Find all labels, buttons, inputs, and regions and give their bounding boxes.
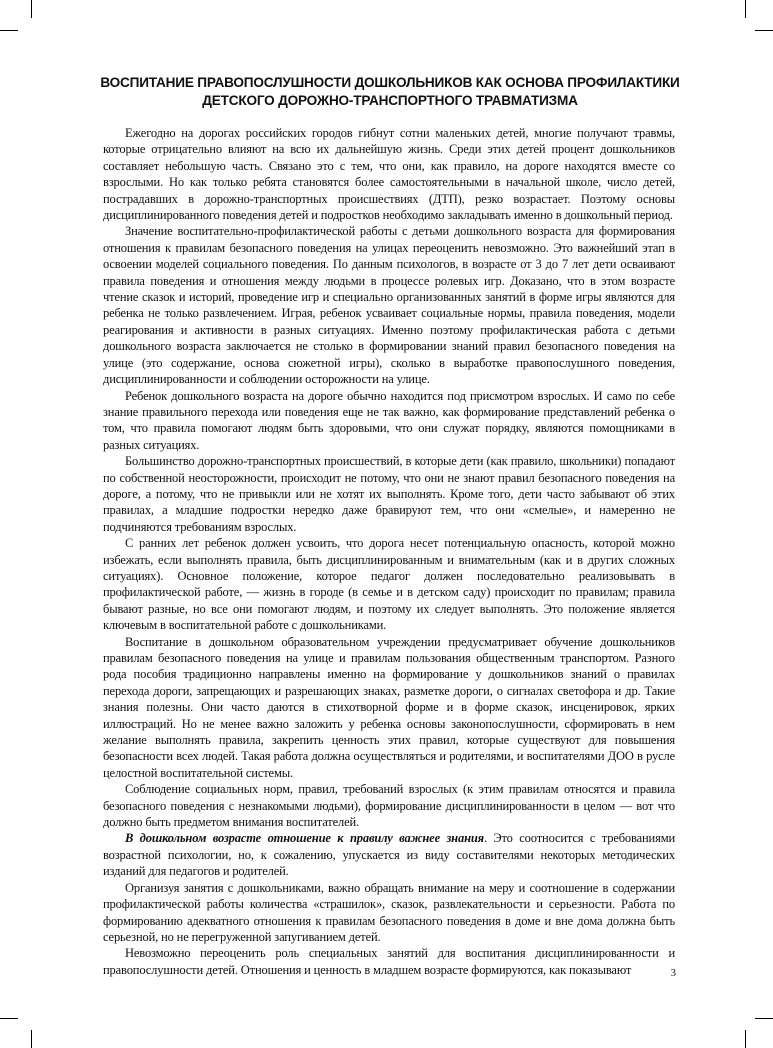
paragraph-2: Значение воспитательно-профилактической работы с детьми дошкольного возраста для формирования отношения к правилам безопасного поведения на улицах переоценить невозможно. Это важнейший этап в освоении моделей социального поведения. По данным психологов, в возрасте от 3 до 7 лет дети осваивают правила поведения и отношения между людьми в процессе ролевых игр. Доказано, что в этом возрасте чтение сказок и историй, проведение игр и специально организованных занятий в форме игры являются для ребенка не только развлечением. Играя, ребенок усваивает социальные нормы, правила поведения, модели реагирования и активности в разных ситуациях. Именно поэтому профилактическая работа с детьми дошкольного возраста заключается не столько в формировании знаний правил безопасного поведения на улице (это содержание, основа сюжетной игры), сколько в выработке правопослушного поведения, дисциплинированности и соблюдении осторожности на улице.	[103, 224, 675, 387]
paragraph-6: Воспитание в дошкольном образовательном учреждении предусматривает обучение дошкольников правилам безопасного поведения на улице и правилам пользования общественным транспортом. Разного рода пособия традиционно направлены именно на формирование у дошкольников знаний о правилах перехода дороги, запрещающих и разрешающих знаках, разметке дороги, о сигналах светофора и др. Такие знания полезны. Они часто даются в стихотворной форме и в форме сказок, инсценировок, ярких иллюстраций. Но не менее важно заложить у ребенка основы законопослушности, сформировать в нем желание выполнять правила, закрепить ценность этих правил, которые существуют для повышения безопасности всех людей. Такая работа должна осуществляться и родителями, и воспитателями ДОО в русле целостной воспитательной системы.	[103, 634, 675, 780]
article-body	[103, 125, 675, 978]
page-number: 3	[670, 968, 676, 979]
paragraph-8-rest: . Это соотносится с требованиями возрастной психологии, но, к сожалению, упускается из виду составителями некоторых методических изданий для педагогов и родителей.	[103, 831, 675, 879]
paragraph-3: Ребенок дошкольного возраста на дороге обычно находится под присмотром взрослых. И само по себе знание правильного перехода или поведения еще не так важно, как формирование представлений ребенка о том, что правила помогают людям быть здоровыми, что они служат порядку, являются помощниками в разных ситуациях.	[103, 388, 675, 452]
title-line-2: ДЕТСКОГО ДОРОЖНО-ТРАНСПОРТНОГО ТРАВМАТИЗМА	[202, 93, 578, 108]
paragraph-4: Большинство дорожно-транспортных происшествий, в которые дети (как правило, школьники) попадают по собственной неосторожности, происходит не потому, что они не знают правил безопасного поведения на дороге, а потому, что не привыкли или не хотят их выполнять. Кроме того, дети часто забывают об этих правилах, а младшие подростки нередко даже бравируют тем, что они «смелые», и намеренно не подчиняются требованиям взрослых.	[103, 454, 675, 534]
paragraph-10: Невозможно переоценить роль специальных занятий для воспитания дисциплинированности и правопослушности детей. Отношения и ценность в младшем возрасте формируются, как показывают	[103, 946, 675, 977]
crop-mark-right-top	[755, 30, 773, 31]
crop-mark-top-left	[31, 0, 32, 18]
emphasized-statement: В дошкольном возрасте отношение к правилу важнее знания	[125, 831, 484, 846]
crop-mark-bottom-right	[745, 1030, 746, 1048]
crop-mark-bottom-left	[31, 1030, 32, 1048]
paragraph-7: Соблюдение социальных норм, правил, требований взрослых (к этим правилам относятся и правила безопасного поведения с незнакомыми людьми), формирование дисциплинированности в целом — вот что должно быть предметом внимания воспитателей.	[103, 782, 675, 830]
crop-mark-left-top	[0, 30, 18, 31]
crop-mark-top-right	[745, 0, 746, 18]
paragraph-8	[103, 830, 675, 879]
paragraph-1: Ежегодно на дорогах российских городов гибнут сотни маленьких детей, многие получают травмы, которые отрицательно влияют на всю их дальнейшую жизнь. Среди этих детей процент дошкольников составляет небольшую часть. Связано это с тем, что они, как правило, на дороге находятся вместе со взрослыми. Но как только ребята становятся более самостоятельными в начальной школе, число детей, пострадавших в дорожно-транспортных происшествиях (ДТП), резко возрастает. Поэтому основы дисциплинированного поведения детей и подростков необходимо закладывать именно в дошкольный период.	[103, 126, 675, 223]
paragraph-5: С ранних лет ребенок должен усвоить, что дорога несет потенциальную опасность, которой можно избежать, если выполнять правила, быть дисциплинированным и внимательным (как и в других сложных ситуациях). Основное положение, которое педагог должен последовательно реализовывать в профилактической работе, — жизнь в городе (в семье и в детском саду) происходит по правилам; правила бывают разные, но все они помогают людям, и поэтому их следует выполнять. Это положение является ключевым в воспитательной работе с дошкольниками.	[103, 536, 675, 633]
article-title	[92, 74, 688, 110]
paragraph-9: Организуя занятия с дошкольниками, важно обращать внимание на меру и соотношение в содержании профилактической работы количества «страшилок», сказок, развлекательности и серьезности. Работа по формированию адекватного отношения к правилам безопасного поведения в доме и вне дома должна быть серьезной, но не перегруженной запугиванием детей.	[103, 880, 675, 944]
title-line-1: ВОСПИТАНИЕ ПРАВОПОСЛУШНОСТИ ДОШКОЛЬНИКОВ КАК ОСНОВА ПРОФИЛАКТИКИ	[100, 75, 680, 90]
crop-mark-right-bottom	[755, 1018, 773, 1019]
crop-mark-left-bottom	[0, 1018, 18, 1019]
